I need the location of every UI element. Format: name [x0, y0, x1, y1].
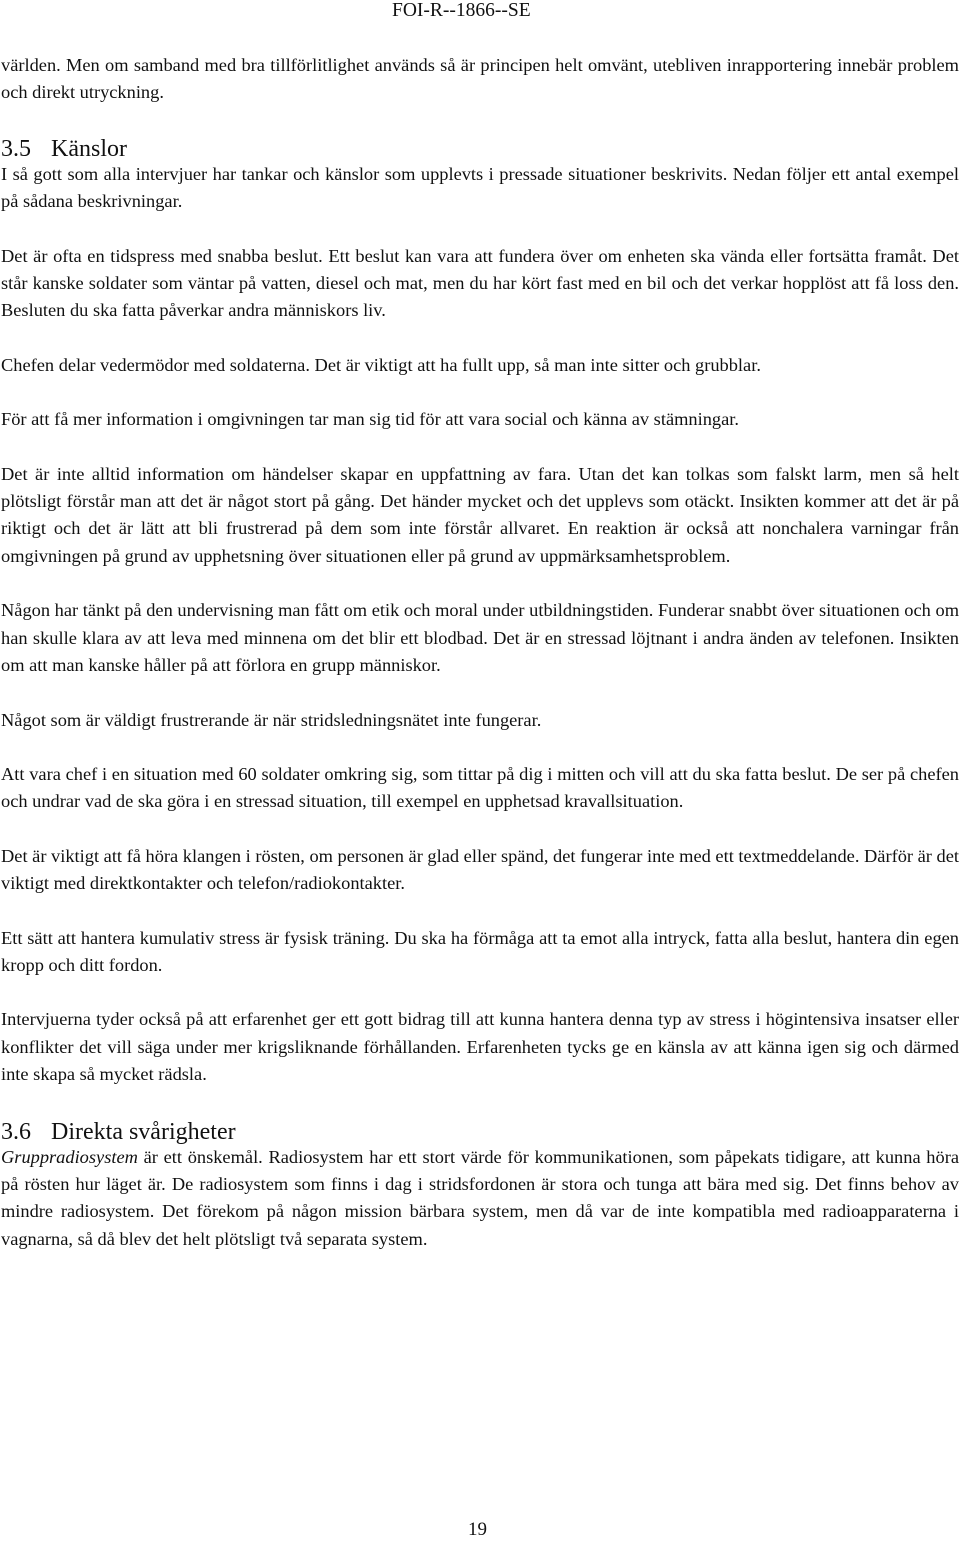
paragraph: Någon har tänkt på den undervisning man fått om etik och moral under utbildningstiden. Funderar snabbt över situationen och om han skulle klara av att leva med minnena om det blir ett blodbad. Det är en stressad löjtnant i andra änden av telefonen. Insikten om att man kanske håller på att förlora en grupp människor.: [1, 600, 959, 676]
paragraph: För att få mer information i omgivningen tar man sig tid för att vara social och känna av stämningar.: [1, 409, 739, 430]
paragraph: Intervjuerna tyder också på att erfarenhet ger ett gott bidrag till att kunna hantera denna typ av stress i högintensiva insatser eller konflikter det vill säga under mer krigsliknande förhållanden. Erfarenheten tycks ge en känsla av att känna igen sig och därmed inte skapa så mycket rädsla.: [1, 1009, 959, 1085]
section-number: 3.5: [1, 135, 31, 162]
paragraph-text: är ett önskemål. Radiosystem har ett stort värde för kommunikationen, som påpekats tidigare, att kunna höra på rösten hur läget är. De radiosystem som finns i dag i stridsfordonen är stora och tunga att bära med sig. Det finns behov av mindre radiosystem. Det förekom på någon mission bärbara system, men då var de inte kompatibla med radioapparaterna i vagnarna, så då blev det helt plötsligt två separata system.: [1, 1146, 959, 1249]
page-body: [1, 52, 959, 1253]
section-heading-3-6: [1, 1117, 959, 1147]
page-header: [0, 0, 960, 26]
paragraph: Att vara chef i en situation med 60 soldater omkring sig, som tittar på dig i mitten och vill att du ska fatta beslut. De ser på chefen och undrar vad de ska göra i en stressad situation, till exempel en upphetsad kravallsituation.: [1, 763, 959, 812]
paragraph: Något som är väldigt frustrerande är när stridsledningsnätet inte fungerar.: [1, 709, 542, 730]
page-number: 19: [468, 1519, 487, 1540]
emphasized-term: Gruppradiosystem: [1, 1146, 138, 1167]
paragraph: Det är viktigt att få höra klangen i rösten, om personen är glad eller spänd, det fungerar inte med ett textmeddelande. Därför är det viktigt med direktkontakter och telefon/radiokontakter.: [1, 845, 959, 894]
paragraph: Det är ofta en tidspress med snabba beslut. Ett beslut kan vara att fundera över om enheten ska vända eller fortsätta framåt. Det står kanske soldater som väntar på vatten, diesel och mat, men du har kört fast med en bil och det verkar hopplöst att få loss den. Besluten du ska fatta påverkar andra människors liv.: [1, 245, 959, 321]
paragraph-intro: I så gott som alla intervjuer har tankar och känslor som upplevts i pressade situationer beskrivits. Nedan följer ett antal exempel på sådana beskrivningar.: [1, 163, 959, 212]
section-title: Känslor: [51, 135, 127, 162]
paragraph-continuation: världen. Men om samband med bra tillförlitlighet används så är principen helt omvänt, utebliven inrapportering innebär problem och direkt utryckning.: [1, 55, 959, 103]
section-number: 3.6: [1, 1118, 31, 1145]
paragraph: Det är inte alltid information om händelser skapar en uppfattning av fara. Utan det kan tolkas som falskt larm, men så helt plötsligt förstår man att det är något stort på gång. Det händer mycket och det upplevs som otäckt. Insikten kommer att det är på riktigt och det är lätt att bli frustrerad på dem som inte förstår allvaret. En reaktion är också att nonchalera varningar från omgivningen på grund av upphetsning över situationen eller på grund av uppmärksamhetsproblem.: [1, 463, 959, 566]
paragraph: Chefen delar vedermödor med soldaterna. Det är viktigt att ha fullt upp, så man inte sitter och grubblar.: [1, 354, 761, 375]
paragraph: Ett sätt att hantera kumulativ stress är fysisk träning. Du ska ha förmåga att ta emot alla intryck, fatta alla beslut, hantera din egen kropp och ditt fordon.: [1, 927, 959, 975]
section-heading-3-5: [1, 134, 959, 164]
section-title: Direkta svårigheter: [51, 1118, 236, 1145]
document-id: FOI-R--1866--SE: [392, 0, 531, 21]
paragraph-radio: [1, 1144, 959, 1254]
